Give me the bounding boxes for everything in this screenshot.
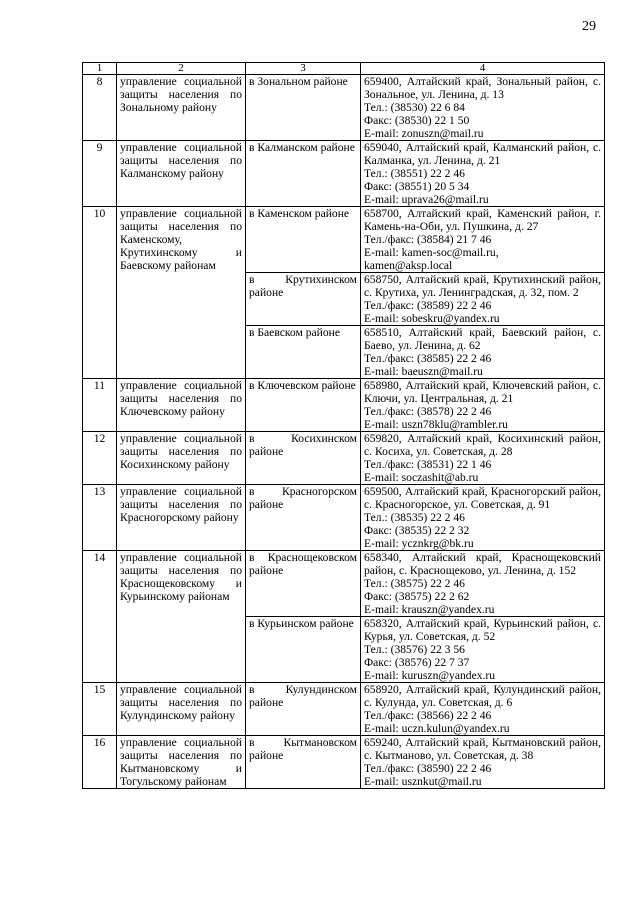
phone-line: Тел./факс: (38590) 22 2 46 [364, 762, 492, 775]
column-header-4: 4 [361, 63, 605, 75]
phone-line: Тел./факс: (38585) 22 2 46 [364, 352, 492, 365]
district-name: в Курьинском районе [246, 617, 361, 683]
email-line: E-mail: kamen-soc@mail.ru, [364, 246, 499, 259]
contact-info [361, 273, 605, 326]
address-line: 658980, Алтайский край, Ключевский район, с. Ключи, ул. Центральная, д. 21 [364, 379, 601, 405]
email-line: E-mail: soczashit@ab.ru [364, 471, 479, 484]
contact-info [361, 617, 605, 683]
email-line: E-mail: ycznkrg@bk.ru [364, 537, 474, 550]
organization-name: управление социальной защиты населения по Каменскому, Крутихинскому и Баевскому районам [117, 207, 246, 379]
district-name: в Крутихинском районе [246, 273, 361, 326]
email-line: E-mail: baeuszn@mail.ru [364, 365, 483, 378]
table-row [83, 485, 605, 551]
phone-line: Тел.: (38576) 22 3 56 [364, 643, 465, 656]
email-line: E-mail: sobeskru@yandex.ru [364, 312, 500, 325]
header-row [83, 63, 605, 75]
contact-info [361, 736, 605, 789]
contact-info [361, 75, 605, 141]
email-line: E-mail: uszn78klu@rambler.ru [364, 418, 508, 431]
column-header-3: 3 [246, 63, 361, 75]
district-name: в Кытмановском районе [246, 736, 361, 789]
organization-name: управление социальной защиты населения по Кытмановскому и Тогульскому районам [117, 736, 246, 789]
row-number: 14 [83, 551, 117, 683]
district-name: в Калманском районе [246, 141, 361, 207]
organization-name: управление социальной защиты населения по Зональному району [117, 75, 246, 141]
organization-name: управление социальной защиты населения по Калманскому району [117, 141, 246, 207]
table-row [83, 551, 605, 617]
row-number: 10 [83, 207, 117, 379]
phone-line: Тел./факс: (38589) 22 2 46 [364, 299, 492, 312]
phone-line: Тел.: (38551) 22 2 46 [364, 167, 465, 180]
address-line: 658750, Алтайский край, Крутихинский район, с. Крутиха, ул. Ленинградская, д. 32, пом. 2 [364, 273, 601, 299]
email-line: E-mail: usznkut@mail.ru [364, 775, 482, 788]
row-number: 16 [83, 736, 117, 789]
phone-line: Тел.: (38535) 22 2 46 [364, 511, 465, 524]
social-protection-table [82, 62, 605, 789]
row-number: 11 [83, 379, 117, 432]
district-name: в Кулундинском районе [246, 683, 361, 736]
table-row [83, 75, 605, 141]
address-line: 658510, Алтайский край, Баевский район, с. Баево, ул. Ленина, д. 62 [364, 326, 601, 352]
row-number: 15 [83, 683, 117, 736]
phone-line: Тел./факс: (38578) 22 2 46 [364, 405, 492, 418]
address-line: 658700, Алтайский край, Каменский район, г. Камень-на-Оби, ул. Пушкина, д. 27 [364, 207, 601, 233]
column-header-2: 2 [117, 63, 246, 75]
column-header-1: 1 [83, 63, 117, 75]
email-line: E-mail: uprava26@mail.ru [364, 193, 489, 206]
fax-line: Факс: (38530) 22 1 50 [364, 114, 470, 127]
page-number: 29 [582, 19, 596, 34]
address-line: 658320, Алтайский край, Курьинский район, с. Курья, ул. Советская, д. 52 [364, 617, 601, 643]
table-row [83, 683, 605, 736]
fax-line: Факс: (38535) 22 2 32 [364, 524, 470, 537]
phone-line: Тел.: (38575) 22 2 46 [364, 577, 465, 590]
email-line: E-mail: zonuszn@mail.ru [364, 127, 484, 140]
contact-info [361, 141, 605, 207]
district-name: в Ключевском районе [246, 379, 361, 432]
organization-name: управление социальной защиты населения по Краснощековскому и Курьинскому районам [117, 551, 246, 683]
email-line: E-mail: uczn.kulun@yandex.ru [364, 722, 510, 735]
email-line: E-mail: kuruszn@yandex.ru [364, 669, 496, 682]
row-number: 13 [83, 485, 117, 551]
district-name: в Баевском районе [246, 326, 361, 379]
table-row [83, 379, 605, 432]
organization-name: управление социальной защиты населения по Косихинскому району [117, 432, 246, 485]
contact-info [361, 326, 605, 379]
address-line: 659240, Алтайский край, Кытмановский район, с. Кытманово, ул. Советская, д. 38 [364, 736, 601, 762]
row-number: 8 [83, 75, 117, 141]
district-name: в Зональном районе [246, 75, 361, 141]
organization-name: управление социальной защиты населения по Ключевскому району [117, 379, 246, 432]
phone-line: Тел./факс: (38531) 22 1 46 [364, 458, 492, 471]
address-line: 658340, Алтайский край, Краснощековский район, с. Краснощеково, ул. Ленина, д. 152 [364, 551, 601, 577]
contact-info [361, 379, 605, 432]
fax-line: Факс: (38576) 22 7 37 [364, 656, 470, 669]
fax-line: Факс: (38551) 20 5 34 [364, 180, 470, 193]
table-row [83, 207, 605, 273]
address-line: 659500, Алтайский край, Красногорский район, с. Красногорское, ул. Советская, д. 91 [364, 485, 601, 511]
contact-info [361, 485, 605, 551]
email-line: E-mail: krauszn@yandex.ru [364, 603, 495, 616]
address-line: 659400, Алтайский край, Зональный район, с. Зональное, ул. Ленина, д. 13 [364, 75, 601, 101]
contact-info [361, 683, 605, 736]
contact-info [361, 432, 605, 485]
table-body [83, 75, 605, 789]
district-name: в Краснощековском районе [246, 551, 361, 617]
phone-line: Тел./факс: (38584) 21 7 46 [364, 233, 492, 246]
district-name: в Косихинском районе [246, 432, 361, 485]
organization-name: управление социальной защиты населения по Кулундинскому району [117, 683, 246, 736]
phone-line: Тел.: (38530) 22 6 84 [364, 101, 465, 114]
contact-info [361, 207, 605, 273]
table-row [83, 736, 605, 789]
table-row [83, 432, 605, 485]
row-number: 9 [83, 141, 117, 207]
contact-info [361, 551, 605, 617]
table-row [83, 141, 605, 207]
address-line: kamen@aksp.local [364, 259, 453, 272]
address-line: 658920, Алтайский край, Кулундинский район, с. Кулунда, ул. Советская, д. 6 [364, 683, 601, 709]
district-name: в Каменском районе [246, 207, 361, 273]
address-line: 659040, Алтайский край, Калманский район, с. Калманка, ул. Ленина, д. 21 [364, 141, 601, 167]
fax-line: Факс: (38575) 22 2 62 [364, 590, 470, 603]
address-line: 659820, Алтайский край, Косихинский район, с. Косиха, ул. Советская, д. 28 [364, 432, 601, 458]
organization-name: управление социальной защиты населения по Красногорскому району [117, 485, 246, 551]
phone-line: Тел./факс: (38566) 22 2 46 [364, 709, 492, 722]
district-name: в Красногорском районе [246, 485, 361, 551]
row-number: 12 [83, 432, 117, 485]
